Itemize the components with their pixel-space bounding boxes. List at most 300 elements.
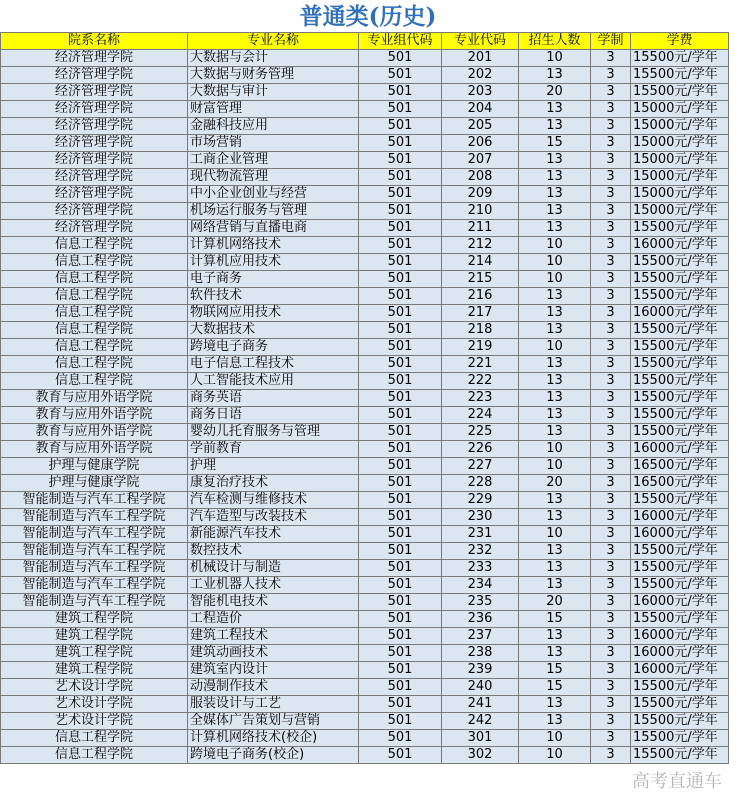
cell-tuition: 15500元/学年 [631, 84, 729, 101]
cell-tuition: 15500元/学年 [631, 424, 729, 441]
cell-tuition: 15000元/学年 [631, 135, 729, 152]
cell-college: 经济管理学院 [1, 220, 188, 237]
cell-group-code: 501 [359, 560, 442, 577]
cell-major-code: 237 [442, 628, 519, 645]
cell-tuition: 15500元/学年 [631, 543, 729, 560]
cell-group-code: 501 [359, 220, 442, 237]
cell-major-code: 226 [442, 441, 519, 458]
table-row [1, 50, 729, 67]
cell-enrollment: 10 [519, 237, 591, 254]
cell-group-code: 501 [359, 339, 442, 356]
cell-duration: 3 [591, 118, 631, 135]
cell-major-code: 234 [442, 577, 519, 594]
cell-duration: 3 [591, 713, 631, 730]
cell-duration: 3 [591, 390, 631, 407]
cell-major-code: 225 [442, 424, 519, 441]
cell-group-code: 501 [359, 747, 442, 764]
cell-enrollment: 20 [519, 594, 591, 611]
cell-group-code: 501 [359, 407, 442, 424]
cell-college: 经济管理学院 [1, 203, 188, 220]
cell-tuition: 15000元/学年 [631, 118, 729, 135]
table-row [1, 560, 729, 577]
cell-duration: 3 [591, 509, 631, 526]
cell-major: 大数据与财务管理 [188, 67, 359, 84]
cell-duration: 3 [591, 237, 631, 254]
table-row [1, 152, 729, 169]
cell-major-code: 223 [442, 390, 519, 407]
cell-major: 软件技术 [188, 288, 359, 305]
cell-tuition: 15500元/学年 [631, 577, 729, 594]
cell-enrollment: 13 [519, 220, 591, 237]
cell-enrollment: 13 [519, 628, 591, 645]
table-row [1, 271, 729, 288]
cell-major: 计算机网络技术 [188, 237, 359, 254]
cell-enrollment: 13 [519, 509, 591, 526]
cell-tuition: 16000元/学年 [631, 594, 729, 611]
cell-major: 现代物流管理 [188, 169, 359, 186]
cell-duration: 3 [591, 730, 631, 747]
cell-college: 信息工程学院 [1, 356, 188, 373]
cell-major-code: 239 [442, 662, 519, 679]
cell-college: 信息工程学院 [1, 339, 188, 356]
cell-duration: 3 [591, 186, 631, 203]
cell-group-code: 501 [359, 509, 442, 526]
cell-tuition: 16000元/学年 [631, 305, 729, 322]
cell-major: 康复治疗技术 [188, 475, 359, 492]
cell-college: 智能制造与汽车工程学院 [1, 560, 188, 577]
cell-major-code: 208 [442, 169, 519, 186]
cell-college: 信息工程学院 [1, 322, 188, 339]
cell-major: 人工智能技术应用 [188, 373, 359, 390]
cell-enrollment: 15 [519, 679, 591, 696]
cell-enrollment: 13 [519, 543, 591, 560]
cell-college: 智能制造与汽车工程学院 [1, 577, 188, 594]
cell-group-code: 501 [359, 526, 442, 543]
cell-major: 数控技术 [188, 543, 359, 560]
cell-major-code: 242 [442, 713, 519, 730]
cell-enrollment: 10 [519, 254, 591, 271]
cell-duration: 3 [591, 50, 631, 67]
cell-enrollment: 10 [519, 458, 591, 475]
cell-college: 艺术设计学院 [1, 713, 188, 730]
cell-duration: 3 [591, 662, 631, 679]
cell-duration: 3 [591, 696, 631, 713]
table-row [1, 186, 729, 203]
table-row [1, 441, 729, 458]
cell-college: 教育与应用外语学院 [1, 424, 188, 441]
cell-group-code: 501 [359, 186, 442, 203]
cell-major-code: 241 [442, 696, 519, 713]
cell-duration: 3 [591, 441, 631, 458]
table-row [1, 594, 729, 611]
cell-enrollment: 10 [519, 730, 591, 747]
cell-enrollment: 15 [519, 662, 591, 679]
cell-major: 网络营销与直播电商 [188, 220, 359, 237]
cell-group-code: 501 [359, 271, 442, 288]
cell-major: 大数据与会计 [188, 50, 359, 67]
cell-group-code: 501 [359, 356, 442, 373]
cell-major: 电子商务 [188, 271, 359, 288]
cell-group-code: 501 [359, 611, 442, 628]
table-row [1, 339, 729, 356]
cell-tuition: 15500元/学年 [631, 713, 729, 730]
table-row [1, 237, 729, 254]
cell-major-code: 214 [442, 254, 519, 271]
cell-enrollment: 10 [519, 747, 591, 764]
cell-college: 经济管理学院 [1, 67, 188, 84]
cell-group-code: 501 [359, 135, 442, 152]
table-row [1, 84, 729, 101]
cell-college: 教育与应用外语学院 [1, 390, 188, 407]
cell-duration: 3 [591, 526, 631, 543]
cell-major: 建筑室内设计 [188, 662, 359, 679]
cell-major: 物联网应用技术 [188, 305, 359, 322]
cell-college: 艺术设计学院 [1, 679, 188, 696]
table-row [1, 390, 729, 407]
cell-enrollment: 15 [519, 135, 591, 152]
cell-duration: 3 [591, 475, 631, 492]
cell-enrollment: 10 [519, 441, 591, 458]
cell-group-code: 501 [359, 288, 442, 305]
cell-major: 建筑动画技术 [188, 645, 359, 662]
cell-tuition: 15500元/学年 [631, 390, 729, 407]
table-row [1, 254, 729, 271]
cell-major: 建筑工程技术 [188, 628, 359, 645]
cell-major: 跨境电子商务(校企) [188, 747, 359, 764]
cell-group-code: 501 [359, 50, 442, 67]
cell-group-code: 501 [359, 679, 442, 696]
cell-tuition: 15500元/学年 [631, 560, 729, 577]
cell-major-code: 204 [442, 101, 519, 118]
cell-group-code: 501 [359, 441, 442, 458]
cell-college: 信息工程学院 [1, 271, 188, 288]
cell-enrollment: 13 [519, 577, 591, 594]
cell-college: 建筑工程学院 [1, 628, 188, 645]
cell-major-code: 206 [442, 135, 519, 152]
cell-duration: 3 [591, 679, 631, 696]
cell-enrollment: 20 [519, 475, 591, 492]
cell-enrollment: 13 [519, 424, 591, 441]
cell-college: 经济管理学院 [1, 101, 188, 118]
cell-tuition: 15500元/学年 [631, 67, 729, 84]
cell-tuition: 15500元/学年 [631, 611, 729, 628]
table-row [1, 407, 729, 424]
table-row [1, 305, 729, 322]
cell-major: 婴幼儿托育服务与管理 [188, 424, 359, 441]
table-row [1, 679, 729, 696]
header-enrollment: 招生人数 [519, 33, 591, 50]
cell-major-code: 210 [442, 203, 519, 220]
cell-college: 护理与健康学院 [1, 458, 188, 475]
cell-group-code: 501 [359, 254, 442, 271]
cell-group-code: 501 [359, 730, 442, 747]
cell-duration: 3 [591, 628, 631, 645]
table-row [1, 220, 729, 237]
table-row [1, 322, 729, 339]
cell-college: 信息工程学院 [1, 288, 188, 305]
cell-major: 跨境电子商务 [188, 339, 359, 356]
cell-college: 智能制造与汽车工程学院 [1, 492, 188, 509]
cell-major-code: 215 [442, 271, 519, 288]
cell-tuition: 16000元/学年 [631, 509, 729, 526]
cell-enrollment: 10 [519, 50, 591, 67]
table-row [1, 424, 729, 441]
table-row [1, 135, 729, 152]
cell-major-code: 301 [442, 730, 519, 747]
cell-tuition: 16000元/学年 [631, 628, 729, 645]
cell-major: 汽车检测与维修技术 [188, 492, 359, 509]
cell-college: 信息工程学院 [1, 747, 188, 764]
watermark: 高考直通车 [632, 771, 722, 792]
cell-major: 金融科技应用 [188, 118, 359, 135]
cell-major: 大数据技术 [188, 322, 359, 339]
cell-group-code: 501 [359, 169, 442, 186]
cell-enrollment: 10 [519, 526, 591, 543]
cell-enrollment: 13 [519, 169, 591, 186]
cell-group-code: 501 [359, 84, 442, 101]
cell-duration: 3 [591, 458, 631, 475]
cell-major: 智能机电技术 [188, 594, 359, 611]
cell-duration: 3 [591, 373, 631, 390]
cell-major-code: 217 [442, 305, 519, 322]
cell-major-code: 216 [442, 288, 519, 305]
cell-major-code: 228 [442, 475, 519, 492]
cell-enrollment: 13 [519, 390, 591, 407]
cell-tuition: 16000元/学年 [631, 526, 729, 543]
cell-college: 智能制造与汽车工程学院 [1, 543, 188, 560]
table-row [1, 577, 729, 594]
cell-duration: 3 [591, 611, 631, 628]
cell-group-code: 501 [359, 492, 442, 509]
cell-tuition: 15000元/学年 [631, 152, 729, 169]
cell-group-code: 501 [359, 373, 442, 390]
cell-college: 信息工程学院 [1, 254, 188, 271]
cell-major: 计算机应用技术 [188, 254, 359, 271]
cell-duration: 3 [591, 339, 631, 356]
cell-major: 工业机器人技术 [188, 577, 359, 594]
cell-tuition: 15500元/学年 [631, 492, 729, 509]
table-row [1, 509, 729, 526]
cell-major-code: 203 [442, 84, 519, 101]
cell-major-code: 236 [442, 611, 519, 628]
cell-major-code: 229 [442, 492, 519, 509]
cell-major: 护理 [188, 458, 359, 475]
header-college: 院系名称 [1, 33, 188, 50]
cell-enrollment: 10 [519, 339, 591, 356]
cell-major-code: 231 [442, 526, 519, 543]
table-row [1, 543, 729, 560]
cell-major: 商务日语 [188, 407, 359, 424]
cell-group-code: 501 [359, 203, 442, 220]
cell-tuition: 15500元/学年 [631, 339, 729, 356]
cell-duration: 3 [591, 101, 631, 118]
cell-major: 中小企业创业与经营 [188, 186, 359, 203]
cell-major: 动漫制作技术 [188, 679, 359, 696]
cell-enrollment: 10 [519, 271, 591, 288]
table-row [1, 645, 729, 662]
header-major-code: 专业代码 [442, 33, 519, 50]
cell-major-code: 205 [442, 118, 519, 135]
cell-tuition: 15500元/学年 [631, 254, 729, 271]
cell-duration: 3 [591, 152, 631, 169]
cell-major-code: 232 [442, 543, 519, 560]
cell-tuition: 16500元/学年 [631, 475, 729, 492]
cell-duration: 3 [591, 560, 631, 577]
table-body [1, 50, 729, 764]
cell-college: 信息工程学院 [1, 237, 188, 254]
cell-college: 经济管理学院 [1, 118, 188, 135]
cell-major: 财富管理 [188, 101, 359, 118]
cell-tuition: 16000元/学年 [631, 645, 729, 662]
cell-duration: 3 [591, 67, 631, 84]
page-title: 普通类(历史) [299, 3, 437, 30]
cell-duration: 3 [591, 288, 631, 305]
cell-group-code: 501 [359, 713, 442, 730]
cell-college: 艺术设计学院 [1, 696, 188, 713]
cell-college: 经济管理学院 [1, 152, 188, 169]
cell-group-code: 501 [359, 577, 442, 594]
cell-college: 建筑工程学院 [1, 662, 188, 679]
cell-enrollment: 13 [519, 305, 591, 322]
cell-major-code: 202 [442, 67, 519, 84]
cell-enrollment: 13 [519, 288, 591, 305]
cell-enrollment: 20 [519, 84, 591, 101]
cell-major-code: 211 [442, 220, 519, 237]
cell-tuition: 15500元/学年 [631, 373, 729, 390]
cell-college: 教育与应用外语学院 [1, 407, 188, 424]
cell-tuition: 16000元/学年 [631, 441, 729, 458]
table-row [1, 288, 729, 305]
cell-duration: 3 [591, 254, 631, 271]
cell-duration: 3 [591, 203, 631, 220]
table-row [1, 458, 729, 475]
cell-major: 大数据与审计 [188, 84, 359, 101]
cell-college: 信息工程学院 [1, 373, 188, 390]
admissions-table [0, 32, 729, 764]
cell-enrollment: 15 [519, 611, 591, 628]
cell-major-code: 207 [442, 152, 519, 169]
cell-college: 信息工程学院 [1, 730, 188, 747]
cell-group-code: 501 [359, 696, 442, 713]
cell-duration: 3 [591, 424, 631, 441]
cell-duration: 3 [591, 220, 631, 237]
cell-group-code: 501 [359, 662, 442, 679]
cell-group-code: 501 [359, 424, 442, 441]
cell-duration: 3 [591, 305, 631, 322]
table-row [1, 203, 729, 220]
cell-group-code: 501 [359, 237, 442, 254]
cell-group-code: 501 [359, 543, 442, 560]
cell-major: 汽车造型与改装技术 [188, 509, 359, 526]
cell-group-code: 501 [359, 458, 442, 475]
table-row [1, 713, 729, 730]
cell-group-code: 501 [359, 475, 442, 492]
cell-duration: 3 [591, 169, 631, 186]
cell-college: 经济管理学院 [1, 186, 188, 203]
cell-duration: 3 [591, 271, 631, 288]
header-tuition: 学费 [631, 33, 729, 50]
cell-enrollment: 13 [519, 407, 591, 424]
cell-college: 建筑工程学院 [1, 645, 188, 662]
cell-college: 建筑工程学院 [1, 611, 188, 628]
table-row [1, 101, 729, 118]
cell-enrollment: 13 [519, 118, 591, 135]
table-row [1, 118, 729, 135]
cell-duration: 3 [591, 84, 631, 101]
cell-enrollment: 13 [519, 67, 591, 84]
cell-duration: 3 [591, 492, 631, 509]
cell-tuition: 15000元/学年 [631, 101, 729, 118]
cell-college: 信息工程学院 [1, 305, 188, 322]
cell-major: 服装设计与工艺 [188, 696, 359, 713]
cell-major-code: 302 [442, 747, 519, 764]
cell-major: 新能源汽车技术 [188, 526, 359, 543]
table-row [1, 475, 729, 492]
cell-college: 教育与应用外语学院 [1, 441, 188, 458]
table-row [1, 169, 729, 186]
cell-major-code: 238 [442, 645, 519, 662]
cell-tuition: 15000元/学年 [631, 186, 729, 203]
cell-duration: 3 [591, 645, 631, 662]
cell-major: 全媒体广告策划与营销 [188, 713, 359, 730]
cell-tuition: 15500元/学年 [631, 322, 729, 339]
cell-major: 机场运行服务与管理 [188, 203, 359, 220]
cell-group-code: 501 [359, 390, 442, 407]
cell-enrollment: 13 [519, 356, 591, 373]
table-row [1, 526, 729, 543]
cell-college: 智能制造与汽车工程学院 [1, 509, 188, 526]
cell-enrollment: 13 [519, 713, 591, 730]
cell-major-code: 209 [442, 186, 519, 203]
cell-tuition: 15000元/学年 [631, 169, 729, 186]
cell-college: 经济管理学院 [1, 50, 188, 67]
cell-duration: 3 [591, 747, 631, 764]
cell-tuition: 16000元/学年 [631, 662, 729, 679]
cell-major-code: 227 [442, 458, 519, 475]
table-row [1, 730, 729, 747]
cell-enrollment: 13 [519, 645, 591, 662]
cell-major-code: 224 [442, 407, 519, 424]
cell-enrollment: 13 [519, 203, 591, 220]
cell-tuition: 15500元/学年 [631, 288, 729, 305]
cell-major-code: 219 [442, 339, 519, 356]
cell-group-code: 501 [359, 101, 442, 118]
cell-group-code: 501 [359, 628, 442, 645]
cell-tuition: 15500元/学年 [631, 730, 729, 747]
cell-major: 商务英语 [188, 390, 359, 407]
cell-major: 市场营销 [188, 135, 359, 152]
table-row [1, 662, 729, 679]
table-row [1, 492, 729, 509]
cell-enrollment: 13 [519, 186, 591, 203]
cell-group-code: 501 [359, 67, 442, 84]
cell-tuition: 15500元/学年 [631, 220, 729, 237]
cell-major-code: 212 [442, 237, 519, 254]
cell-major: 工程造价 [188, 611, 359, 628]
cell-college: 护理与健康学院 [1, 475, 188, 492]
cell-enrollment: 13 [519, 373, 591, 390]
cell-enrollment: 13 [519, 322, 591, 339]
cell-tuition: 16500元/学年 [631, 458, 729, 475]
cell-tuition: 15000元/学年 [631, 203, 729, 220]
cell-major-code: 235 [442, 594, 519, 611]
header-major: 专业名称 [188, 33, 359, 50]
cell-duration: 3 [591, 135, 631, 152]
cell-enrollment: 13 [519, 696, 591, 713]
cell-college: 经济管理学院 [1, 169, 188, 186]
cell-enrollment: 13 [519, 560, 591, 577]
cell-major-code: 222 [442, 373, 519, 390]
